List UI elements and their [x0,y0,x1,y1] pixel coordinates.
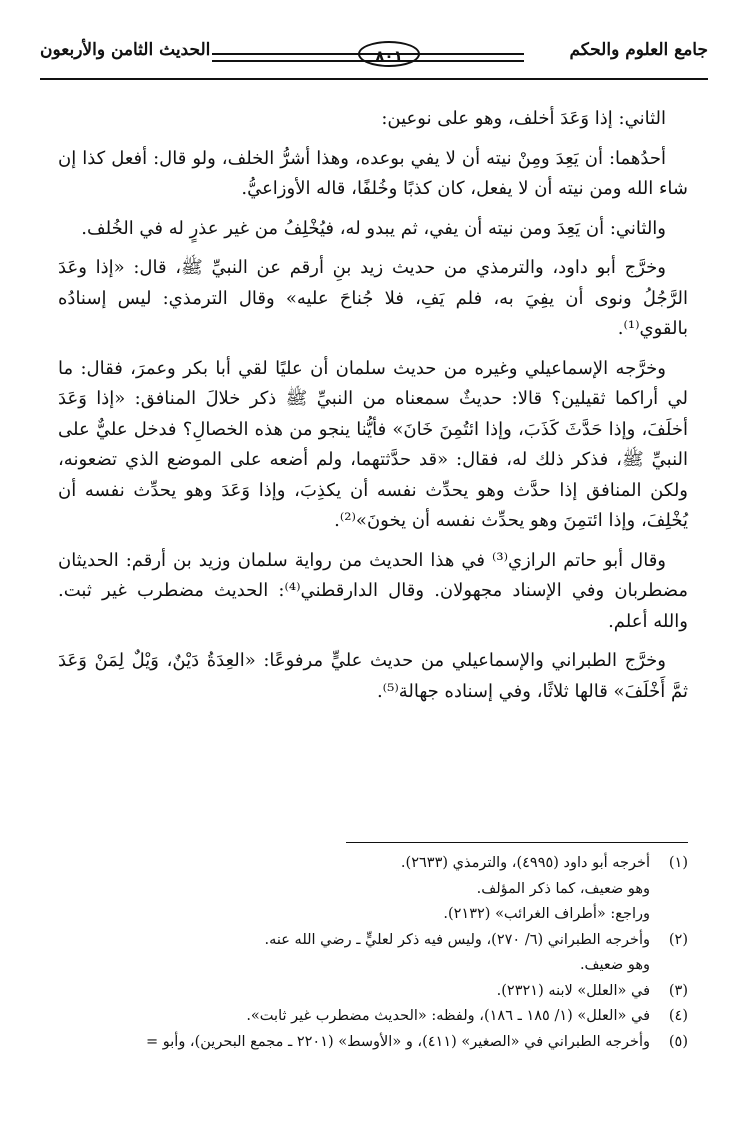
footnote-separator [346,842,688,843]
footnote-2 [58,928,688,954]
footnote-4 [58,1004,688,1030]
book-title: جامع العلوم والحكم [569,40,708,60]
footnote-number: (٥) [668,1033,688,1050]
header-divider [40,78,708,80]
footnote-1 [58,851,688,877]
footnote-text: وراجع: «أطراف الغرائب» (٢١٣٢). [443,906,650,922]
footnote-text: في «العلل» لابنه (٢٣٢١). [496,982,650,999]
footnote-3 [58,979,688,1005]
chapter-title: الحديث الثامن والأربعون [40,40,211,60]
page-number: ٨٠١ [358,41,420,67]
header-double-rule-left [212,53,358,62]
paragraph: وخرَّج أبو داود، والترمذي من حديث زيد بنِ أرقم عن النبيِّ ﷺ، قال: «إذا وعَدَ الرَّجُلُ ونوى أن يفِيَ به، فلم يَفِ، فلا جُناحَ عليه» وقال الترمذي: ليس إسنادُه بالقوي⁽¹⁾. [58,257,688,339]
paragraph: وخرَّجه الإسماعيلي وغيره من حديث سلمان أن عليًا لقي أبا بكر وعمرَ، فقال: ما لي أراكما ثقيلين؟ قالا: حديثٌ سمعناه من النبيِّ ﷺ ذكر خلالَ المنافق: «إذا وَعَدَ أخلَفَ، وإذا حَدَّثَ كَذَبَ، وإذا ائتُمِنَ خَانَ» فأيُّنا ينجو من هذه الخصالِ؟ فدخل عليٌّ على النبيِّ ﷺ، فذكر ذلك له، فقال: «قد حدَّثتهما، ولم أضعه على الموضع الذي تضعونه، ولكن المنافق إذا حدَّث وهو يحدِّث نفسه أن يكذِبَ، وإذا وَعَدَ وهو يحدِّث نفسه أن يُخْلِفَ، وإذا ائتمِنَ وهو يحدِّث نفسه أن يخونَ»⁽²⁾. [58,357,688,531]
running-header [40,38,708,72]
footnote-text: وهو ضعيف، كما ذكر المؤلف. [476,880,650,897]
footnote-text: في «العلل» (١/ ١٨٥ ـ ١٨٦)، ولفظه: «الحديث مضطرب غير ثابت». [246,1008,650,1024]
footnote-5 [58,1030,688,1056]
header-double-rule-right [352,53,524,62]
footnotes [58,851,688,1055]
footnote-text: وهو ضعيف. [579,957,650,973]
footnote-text: وأخرجه الطبراني (٦/ ٢٧٠)، وليس فيه ذكر لعليٍّ ـ رضي الله عنه. [264,931,650,948]
paragraph: وخرَّج الطبراني والإسماعيلي من حديث عليٍّ مرفوعًا: «العِدَةُ دَيْنٌ، وَيْلٌ لِمَنْ وَعَدَ ثمَّ أَخْلَفَ» قالها ثلاثًا، وفي إسناده جهالة⁽⁵⁾. [58,650,688,702]
footnote-number: (٤) [668,1008,688,1024]
footnote-number: (٢) [668,931,688,948]
paragraph: أحدُهما: أن يَعِدَ ومِنْ نيته أن لا يفي بوعده، وهذا أشرُّ الخلف، ولو قال: أفعل كذا إن شاء الله ومن نيته أن لا يفعل، كان كذبًا وخُلفًا، قاله الأوزاعيُّ. [58,147,688,199]
footnote-text: أخرجه أبو داود (٤٩٩٥)، والترمذي (٢٦٣٣). [400,855,650,871]
paragraph: الثاني: إذا وَعَدَ أخلف، وهو على نوعين: [381,108,666,129]
footnote-number: (١) [668,855,688,871]
paragraph: وقال أبو حاتم الرازي⁽³⁾ في هذا الحديث من رواية سلمان وزيد بن أرقم: الحديثان مضطربان وفي الإسناد مجهولان. وقال الدارقطني⁽⁴⁾: الحديث مضطرب غير ثبت. والله أعلم. [58,549,689,632]
footnote-number: (٣) [668,982,688,999]
footnote-text: وأخرجه الطبراني في «الصغير» (٤١١)، و «الأوسط» (٢٢٠١ ـ مجمع البحرين)، وأبو = [146,1033,650,1050]
paragraph: والثاني: أن يَعِدَ ومن نيته أن يفي، ثم يبدو له، فيُخْلِفُ من غير عذرٍ له في الخُلف. [81,217,666,239]
main-text [58,104,688,716]
